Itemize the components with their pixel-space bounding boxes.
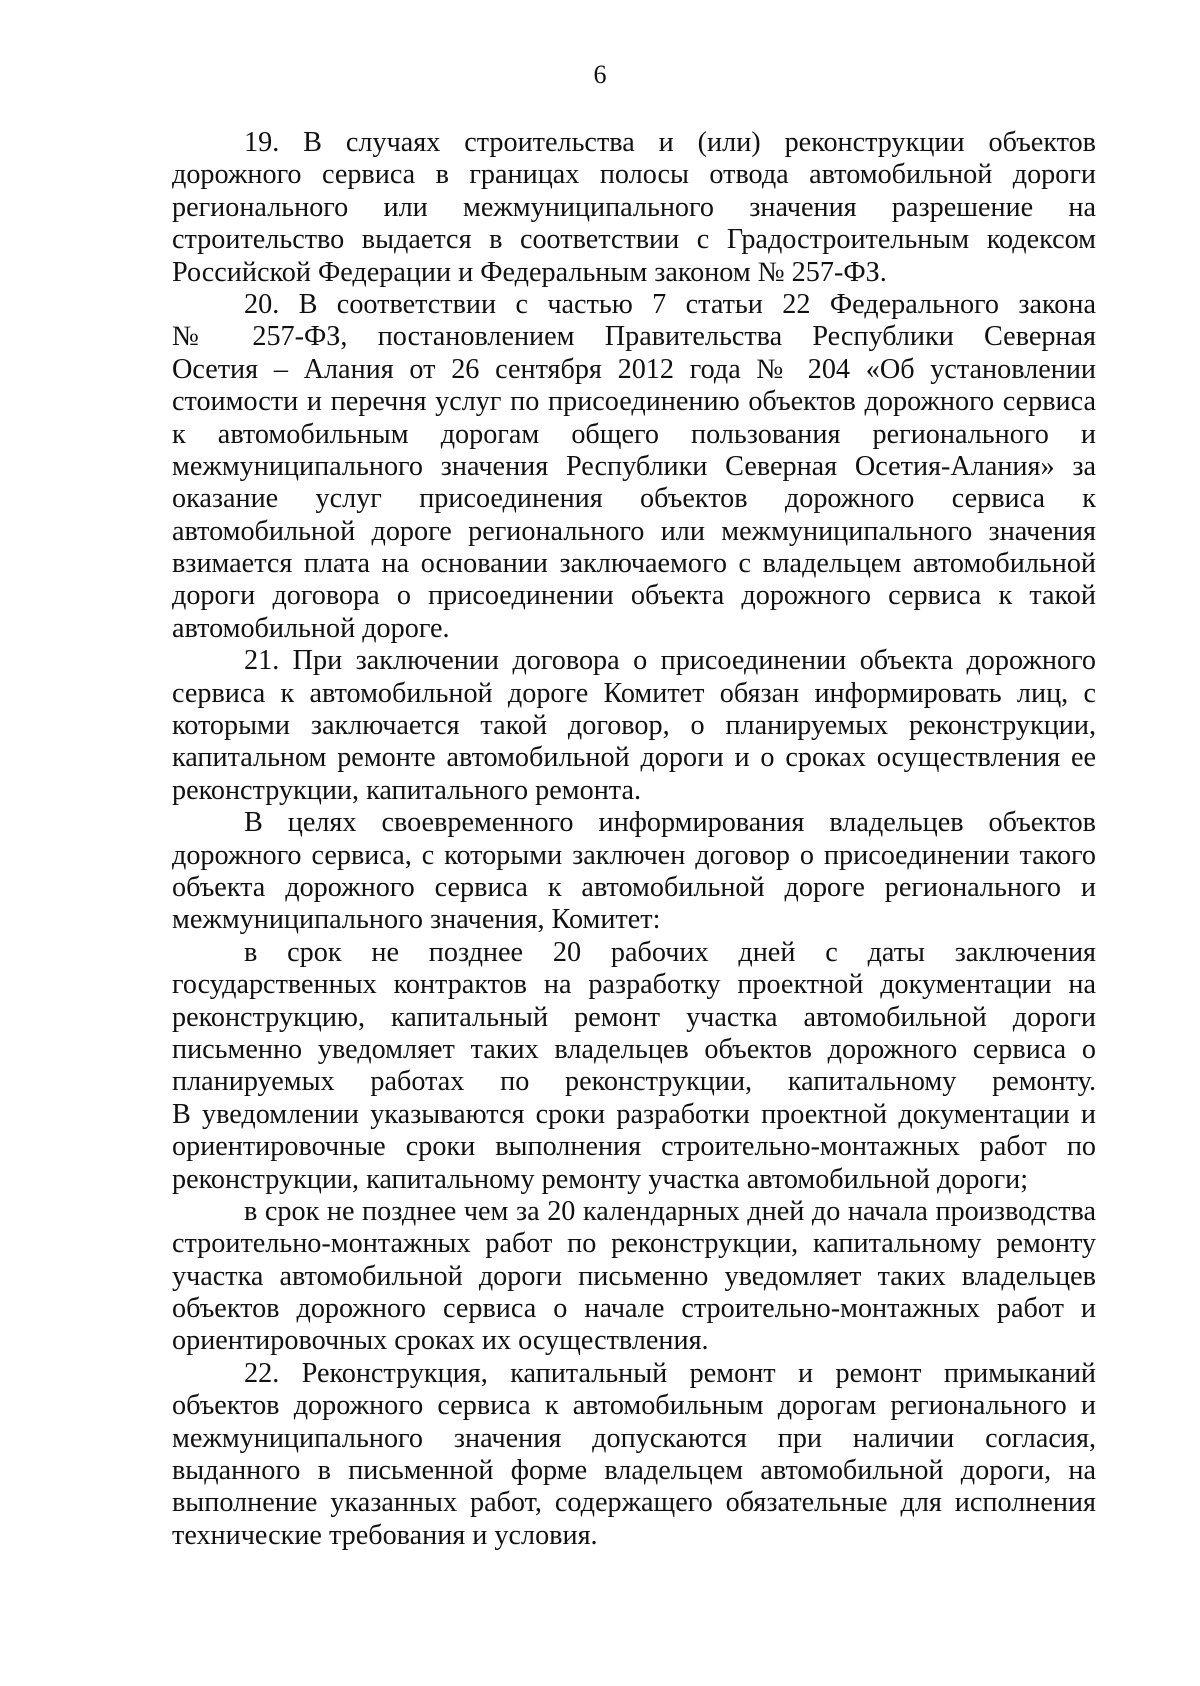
text-line: к автомобильным дорогам общего пользования регионального и [172, 418, 1096, 450]
paragraph-p21 [172, 645, 1096, 807]
text-line: В уведомлении указываются сроки разработки проектной документации и [172, 1098, 1096, 1130]
text-line: ориентировочные сроки выполнения строительно-монтажных работ по [172, 1131, 1096, 1163]
text-line: 19. В случаях строительства и (или) реконструкции объектов [244, 127, 1096, 158]
text-line: ориентировочных сроках их осуществления. [172, 1325, 709, 1357]
text-line: автомобильной дороге регионального или межмуниципального значения [172, 515, 1096, 547]
text-line: планируемых работах по реконструкции, капитальному ремонту. [172, 1066, 1096, 1098]
text-line: капитальном ремонте автомобильной дороги и о сроках осуществления ее [172, 742, 1096, 774]
text-line: Российской Федерации и Федеральным законом № 257-ФЗ. [172, 256, 887, 288]
text-line: выданного в письменной форме владельцем автомобильной дороги, на [172, 1455, 1096, 1487]
text-line: 22. Реконструкция, капитальный ремонт и ремонт примыканий [244, 1357, 1096, 1389]
text-line: 21. При заключении договора о присоединении объекта дорожного [244, 645, 1096, 677]
text-line: межмуниципального значения, Комитет: [172, 904, 661, 936]
text-line: регионального или межмуниципального значения разрешение на [172, 191, 1096, 223]
text-line: объекта дорожного сервиса к автомобильной дороге регионального и [172, 871, 1096, 903]
text-line: реконструкции, капитальному ремонту участка автомобильной дороги; [172, 1163, 1029, 1195]
text-line: межмуниципального значения Республики Северная Осетия-Алания» за [172, 450, 1096, 482]
text-line: письменно уведомляет таких владельцев объектов дорожного сервиса о [172, 1033, 1096, 1065]
text-line: выполнение указанных работ, содержащего обязательные для исполнения [172, 1487, 1096, 1519]
text-line: Осетия – Алания от 26 сентября 2012 года № 204 «Об установлении [172, 353, 1096, 385]
text-line: оказание услуг присоединения объектов дорожного сервиса к [172, 483, 1096, 515]
text-line: которыми заключается такой договор, о планируемых реконструкции, [172, 710, 1096, 742]
text-line: В целях своевременного информирования владельцев объектов [244, 807, 1096, 839]
text-line: государственных контрактов на разработку проектной документации на [172, 969, 1096, 1001]
text-line: участка автомобильной дороги письменно уведомляет таких владельцев [172, 1260, 1096, 1292]
paragraph-p21c [172, 937, 1096, 1196]
paragraph-p21d [172, 1196, 1096, 1358]
text-line: 20. В соответствии с частью 7 статьи 22 Федерального закона [244, 288, 1096, 320]
text-line: автомобильной дороге. [172, 612, 450, 644]
text-line: реконструкции, капитального ремонта. [172, 774, 642, 806]
paragraph-p19 [172, 127, 1096, 289]
text-line: объектов дорожного сервиса о начале строительно-монтажных работ и [172, 1293, 1096, 1325]
text-line: объектов дорожного сервиса к автомобильным дорогам регионального и [172, 1390, 1096, 1422]
text-line: дороги договора о присоединении объекта дорожного сервиса к такой [172, 580, 1096, 612]
text-line: в срок не позднее чем за 20 календарных дней до начала производства [244, 1195, 1096, 1227]
text-line: дорожного сервиса в границах полосы отвода автомобильной дороги [172, 159, 1096, 191]
paragraph-p21b [172, 807, 1096, 937]
text-line: № 257-ФЗ, постановлением Правительства Республики Северная [172, 321, 1096, 353]
text-line: стоимости и перечня услуг по присоединению объектов дорожного сервиса [172, 386, 1096, 418]
paragraph-p22 [172, 1358, 1096, 1552]
text-line: межмуниципального значения допускаются при наличии согласия, [172, 1422, 1096, 1454]
paragraph-p20 [172, 289, 1096, 645]
text-line: взимается плата на основании заключаемого с владельцем автомобильной [172, 548, 1096, 580]
text-line: дорожного сервиса, с которыми заключен договор о присоединении такого [172, 839, 1096, 871]
page-number: 6 [593, 60, 607, 89]
text-line: технические требования и условия. [172, 1519, 598, 1551]
text-line: реконструкцию, капитальный ремонт участка автомобильной дороги [172, 1001, 1096, 1033]
document-body [172, 127, 1096, 1552]
text-line: строительство выдается в соответствии с Градостроительным кодексом [172, 224, 1096, 256]
text-line: сервиса к автомобильной дороге Комитет обязан информировать лиц, с [172, 677, 1096, 709]
text-line: в срок не позднее 20 рабочих дней с даты заключения [244, 936, 1096, 968]
text-line: строительно-монтажных работ по реконструкции, капитальному ремонту [172, 1228, 1096, 1260]
